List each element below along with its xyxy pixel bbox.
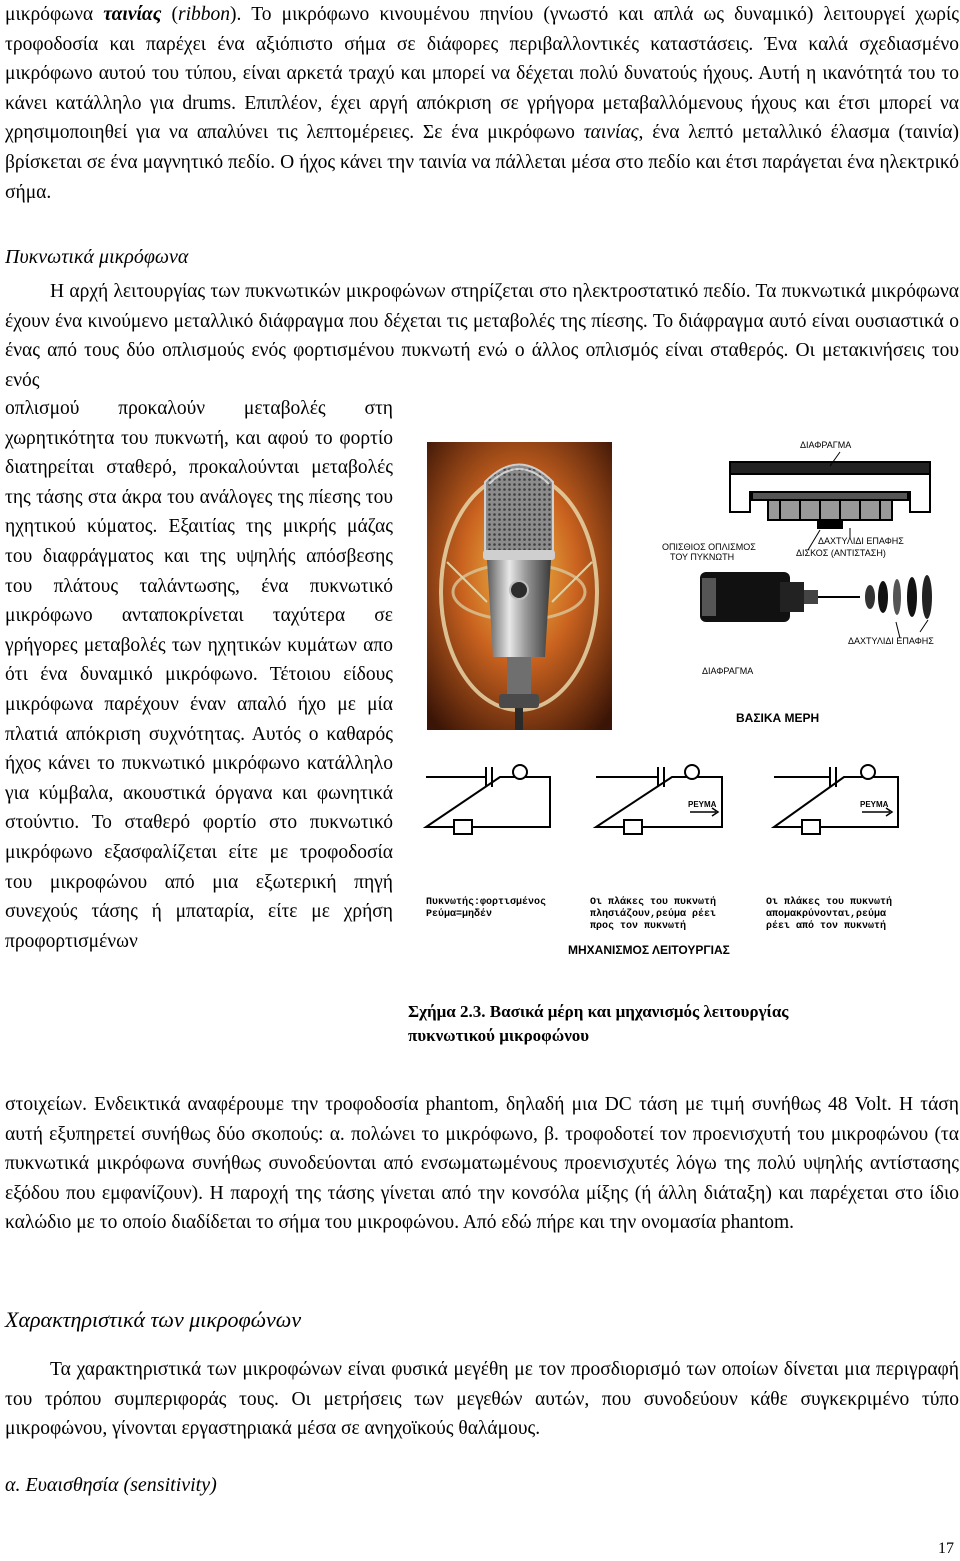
ribbon-english-term: ribbon	[178, 4, 231, 25]
label-rear-plate-top-2: ΤΟΥ ΠΥΚΝΩΤΗ	[670, 552, 735, 562]
figure-caption-line-1: Σχήμα 2.3. Βασικά μέρη και μηχανισμός λειτουργίας	[408, 1002, 789, 1021]
circuit3-caption-1: Οι πλάκες του πυκνωτή	[766, 897, 893, 908]
label-diaphragm-top: ΔΙΑΦΡΑΓΜΑ	[800, 440, 852, 450]
text-segment: μικρόφωνα	[5, 4, 104, 25]
label-ring-contact-top: ΔΑΧΤΥΛΙΔΙ ΕΠΑΦΗΣ	[818, 536, 904, 546]
label-ring-contact-bottom: ΔΑΧΤΥΛΙΔΙ ΕΠΑΦΗΣ	[848, 636, 934, 646]
label-current-right: ΡΕΥΜΑ	[860, 800, 889, 809]
exploded-parts	[700, 572, 932, 638]
figure-caption	[408, 1000, 928, 1048]
heading-sensitivity: α. Ευαισθησία (sensitivity)	[5, 1474, 217, 1496]
ribbon-term: ταινίας	[103, 4, 162, 25]
label-rear-plate-top: ΟΠΙΣΘΙΟΣ ΟΠΛΙΣΜΟΣ	[662, 542, 756, 552]
capsule-cross-section	[730, 462, 930, 528]
paragraph-condenser-intro: Η αρχή λειτουργίας των πυκνωτικών μικροφώνων στηρίζεται στο ηλεκτροστατικό πεδίο. Τα πυκνωτικά μικρόφωνα έχουν ένα κινούμενο μεταλλικό διάφραγμα που δέχεται τις μεταβολές της πίεσης. Το διάφραγμα αυτό είναι ουσιαστικά ο ένας από τους δύο οπλισμούς ενός φορτισμένου πυκνωτή ενώ ο άλλος οπλισμός είναι σταθερός. Οι μετακινήσεις του ενός	[5, 281, 959, 391]
circuit3-caption-3: ρέει από τον πυκνωτή	[766, 921, 887, 932]
paragraph-condenser-float: οπλισμού προκαλούν μεταβολές στη χωρητικότητα του πυκνωτή, και αφού το φορτίο διατηρείται σταθερό, προκαλούνται μεταβολές της τάσης στα άκρα του ανάλογες της πίεσης του ηχητικού κύματος. Εξαιτίας της μικρής μάζας του διαφράγματος και της υψηλής απόσβεσης του πλάτους ταλάντωσης, ένα πυκνωτικό μικρόφωνο ανταποκρίνεται ταχύτερα σε γρήγορες μεταβολές των ηχητικών κυμάτων απο ότι ένα δυναμικό μικρόφωνο. Τέτοιου είδους μικρόφωνα παρέχουν έναν απαλό ήχο με μία πλατιά απόκριση συχνότητας. Αυτός ο καθαρός ήχος κάνει το πυκνωτικό μικρόφωνο κατάλληλο για κύμβαλα, ακουστικά όργανα και φωνητικά στούντιο. Το σταθερό φορτίο στο πυκνωτικό μικρόφωνο εξασφαλίζεται είτε με τροφοδοσία του μικροφώνου από μια εξωτερική πηγή συνεχούς τάσης ή μπαταρία, είτε με χρήση προφορτισμένων	[5, 398, 393, 952]
label-current-left: ΡΕΥΜΑ	[688, 800, 717, 809]
text-segment: (	[161, 4, 179, 25]
paragraph-condenser-phantom: στοιχείων. Ενδεικτικά αναφέρουμε την τροφοδοσία phantom, δηλαδή μια DC τάση με τιμή συνήθως 48 Volt. Η τάση αυτή εξυπηρετεί συνήθως δύο σκοπούς: α. πολώνει το μικρόφωνο, β. τροφοδοτεί τον προενισχυτή του μικροφώνου (τα πυκνωτικά μικρόφωνα συνήθως συνοδεύονται από ενσωματωμένους προενισχυτές λόγω της πολύ υψηλής αντίστασης εξόδου που εμφανίζουν). Η παροχή της τάσης γίνεται από την κονσόλα μίξης (ή άλλη διάταξη) και παρέχεται στο ίδιο καλώδιο με το οποίο διαδίδεται το σήμα του μικροφώνου. Από εδώ πήρε και την ονομασία phantom.	[5, 1094, 959, 1234]
circuit3-caption-2: απομακρύνονται,ρεύμα	[766, 909, 887, 920]
circuit-diagrams	[426, 765, 898, 834]
text-segment: , ένα λεπτό μεταλλικό έλασμα (ταινία) βρίσκεται σε ένα μαγνητικό πεδίο. Ο ήχος κάνει την ταινία να πάλλεται μέσα στο πεδίο και έτσι παράγεται ένα ηλεκτρικό σήμα.	[5, 122, 959, 203]
heading-condenser-mics: Πυκνωτικά μικρόφωνα	[5, 246, 189, 268]
paragraph-characteristics: Τα χαρακτηριστικά των μικροφώνων είναι φυσικά μεγέθη με τον προσδιορισμό των οποίων δίνεται μια περιγραφή του τρόπου συμπεριφοράς τους. Οι μετρήσεις των μεγεθών αυτών, που συνοδεύουν κάθε συγκεκριμένο τύπο μικροφώνου, γίνονται εργαστηριακά μέσα σε ανηχοϊκούς θαλάμους.	[5, 1359, 959, 1440]
circuit2-caption-1: Οι πλάκες του πυκνωτή	[590, 897, 717, 908]
page-number: 17	[938, 1540, 954, 1557]
ribbon-term-italic: ταινίας	[583, 122, 639, 144]
label-basic-parts: ΒΑΣΙΚΑ ΜΕΡΗ	[736, 711, 820, 725]
circuit2-caption-3: προς τον πυκνωτή	[590, 921, 687, 932]
circuit1-caption-1: Πυκνωτής:φορτισμένος	[426, 897, 547, 908]
heading-characteristics: Χαρακτηριστικά των μικροφώνων	[5, 1307, 302, 1332]
circuit2-caption-2: πλησιάζουν,ρεύμα ρέει	[590, 909, 717, 920]
technical-diagram	[400, 432, 956, 992]
figure-caption-line-2: πυκνωτικού μικροφώνου	[408, 1026, 590, 1045]
label-diaphragm-bottom: ΔΙΑΦΡΑΓΜΑ	[702, 666, 754, 676]
label-mechanism: ΜΗΧΑΝΙΣΜΟΣ ΛΕΙΤΟΥΡΓΙΑΣ	[568, 943, 730, 957]
circuit1-caption-2: Ρεύμα=μηδέν	[426, 909, 493, 920]
label-disc: ΔΙΣΚΟΣ (ΑΝΤΙΣΤΑΣΗ)	[796, 548, 886, 558]
figure-condenser-mic	[400, 432, 956, 1052]
text-segment: ). Το μικρόφωνο κινουμένου πηνίου (γνωστό και απλά ως δυναμικό) λειτουργεί χωρίς τροφοδοσία και παρέχει ένα αξιόπιστο σήμα σε διάφορες περιβαλλοντικές καταστάσεις. Ένα καλά σχεδιασμένο μικρόφωνο αυτού του τύπου, είναι αρκετά τραχύ και μπορεί να δέχεται πολύ δυνατούς ήχους. Αυτή η ικανότητά του το κάνει κατάλληλο για drums. Επιπλέον, έχει αργή απόκριση σε γρήγορα μεταβαλλόμενους ήχους και έτσι μπορεί να χρησιμοποιηθεί για να απαλύνει τις λεπτομέρειες. Σε ένα μικρόφωνο	[5, 4, 959, 144]
paragraph-dynamic-ribbon	[5, 0, 959, 207]
